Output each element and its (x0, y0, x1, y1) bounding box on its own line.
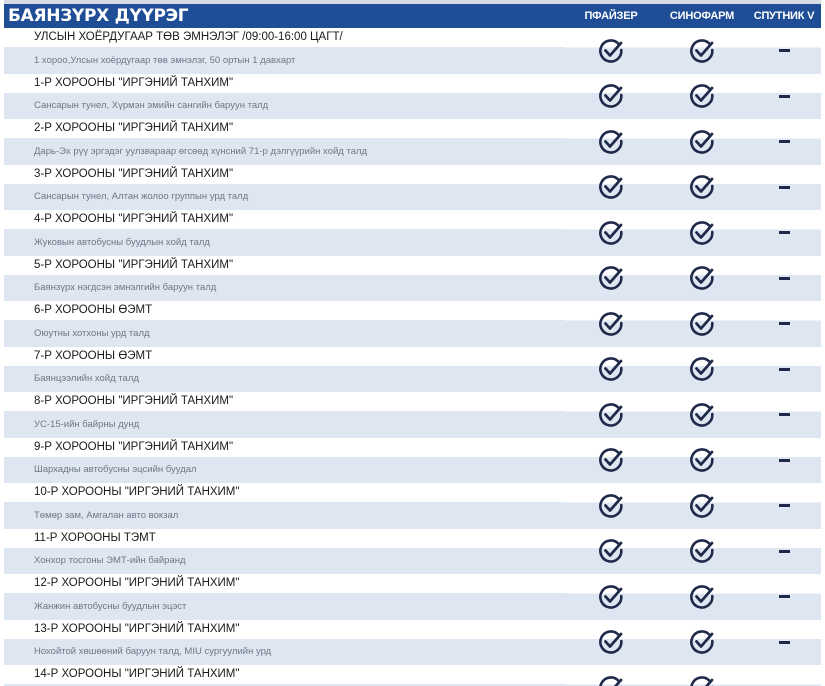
site-title: 3-Р ХОРООНЫ "ИРГЭНИЙ ТАНХИМ" (4, 165, 565, 184)
site-info (4, 392, 565, 438)
site-title: 5-Р ХОРООНЫ "ИРГЭНИЙ ТАНХИМ" (4, 256, 565, 275)
vaccination-sites-table (4, 0, 821, 686)
check-icon (597, 401, 625, 429)
site-info (4, 665, 565, 686)
check-icon (597, 264, 625, 292)
check-icon (597, 537, 625, 565)
table-body (4, 28, 821, 686)
site-address: Дарь-Эх рүү эргэдэг уулзвараар өгсөөд хүнсний 71-р дэлгүүрийн хойд талд (4, 138, 565, 165)
site-address: Сансарын тунел, Алтан жолоо группын урд талд (4, 184, 565, 211)
table-row (4, 438, 821, 484)
sinopharm-cell (657, 165, 747, 211)
pfizer-cell (565, 210, 657, 256)
sinopharm-cell (657, 620, 747, 666)
sputnik-cell (747, 574, 821, 620)
site-info (4, 620, 565, 666)
column-header-sputnik: СПУТНИК V (753, 10, 815, 22)
site-info (4, 483, 565, 529)
pfizer-cell (565, 483, 657, 529)
site-title: 13-Р ХОРООНЫ "ИРГЭНИЙ ТАНХИМ" (4, 620, 565, 639)
sinopharm-cell (657, 301, 747, 347)
table-row (4, 574, 821, 620)
site-address: Нохойтой хөшөөний баруун талд, MIU сургуулийн урд (4, 639, 565, 666)
table-row (4, 210, 821, 256)
sputnik-cell (747, 620, 821, 666)
table-row (4, 665, 821, 686)
check-icon (688, 310, 716, 338)
site-title: 8-Р ХОРООНЫ "ИРГЭНИЙ ТАНХИМ" (4, 392, 565, 411)
check-icon (688, 82, 716, 110)
site-info (4, 347, 565, 393)
pfizer-cell (565, 392, 657, 438)
site-title: 14-Р ХОРООНЫ "ИРГЭНИЙ ТАНХИМ" (4, 665, 565, 684)
table-row (4, 165, 821, 211)
site-address: Хонхор тосгоны ЭМТ-ийн байранд (4, 548, 565, 575)
site-address: Баянзүрх нэгдсэн эмнэлгийн баруун талд (4, 275, 565, 302)
check-icon (597, 173, 625, 201)
pfizer-cell (565, 301, 657, 347)
site-address: Жуковын автобусны буудлын хойд талд (4, 229, 565, 256)
site-address: Сансарын тунел, Хүрмэн эмийн сангийн баруун талд (4, 93, 565, 120)
site-address: Шархадны автобусны эцсийн буудал (4, 457, 565, 484)
check-icon (597, 583, 625, 611)
pfizer-cell (565, 119, 657, 165)
table-row (4, 28, 821, 74)
dash-icon (779, 322, 790, 325)
check-icon (597, 37, 625, 65)
pfizer-cell (565, 529, 657, 575)
site-title: 4-Р ХОРООНЫ "ИРГЭНИЙ ТАНХИМ" (4, 210, 565, 229)
check-icon (688, 492, 716, 520)
pfizer-cell (565, 665, 657, 686)
check-icon (688, 264, 716, 292)
pfizer-cell (565, 165, 657, 211)
table-row (4, 74, 821, 120)
table-header (4, 4, 821, 28)
check-icon (688, 37, 716, 65)
site-title: 11-Р ХОРООНЫ ТЭМТ (4, 529, 565, 548)
site-address: Оюутны хотхоны урд талд (4, 320, 565, 347)
dash-icon (779, 641, 790, 644)
dash-icon (779, 368, 790, 371)
check-icon (688, 219, 716, 247)
sputnik-cell (747, 301, 821, 347)
table-row (4, 620, 821, 666)
check-icon (597, 128, 625, 156)
check-icon (597, 355, 625, 383)
site-title: УЛСЫН ХОЁРДУГААР ТӨВ ЭМНЭЛЭГ /09:00-16:00 ЦАГТ/ (4, 28, 565, 47)
check-icon (688, 674, 716, 686)
pfizer-cell (565, 620, 657, 666)
table-row (4, 347, 821, 393)
sinopharm-cell (657, 574, 747, 620)
table-row (4, 529, 821, 575)
site-title: 9-Р ХОРООНЫ "ИРГЭНИЙ ТАНХИМ" (4, 438, 565, 457)
site-address: Баянцээлийн хойд талд (4, 366, 565, 393)
pfizer-cell (565, 347, 657, 393)
site-address: Жанжин автобусны буудлын эцэст (4, 593, 565, 620)
sinopharm-cell (657, 483, 747, 529)
check-icon (688, 128, 716, 156)
site-address: Төмөр зам, Амгалан авто вокзал (4, 502, 565, 529)
dash-icon (779, 595, 790, 598)
sputnik-cell (747, 28, 821, 74)
dash-icon (779, 413, 790, 416)
site-address: УС-15-ийн байрны дунд (4, 411, 565, 438)
sputnik-cell (747, 119, 821, 165)
sputnik-cell (747, 438, 821, 484)
sputnik-cell (747, 347, 821, 393)
site-info (4, 574, 565, 620)
sinopharm-cell (657, 210, 747, 256)
dash-icon (779, 231, 790, 234)
sputnik-cell (747, 483, 821, 529)
site-title: 10-Р ХОРООНЫ "ИРГЭНИЙ ТАНХИМ" (4, 483, 565, 502)
sinopharm-cell (657, 438, 747, 484)
site-title: 2-Р ХОРООНЫ "ИРГЭНИЙ ТАНХИМ" (4, 119, 565, 138)
check-icon (688, 401, 716, 429)
sputnik-cell (747, 210, 821, 256)
dash-icon (779, 550, 790, 553)
check-icon (597, 310, 625, 338)
site-info (4, 438, 565, 484)
sputnik-cell (747, 74, 821, 120)
site-info (4, 165, 565, 211)
check-icon (597, 674, 625, 686)
sinopharm-cell (657, 392, 747, 438)
column-header-sinopharm: СИНОФАРМ (669, 10, 735, 22)
district-title: БАЯНЗҮРХ ДҮҮРЭГ (8, 6, 189, 26)
check-icon (597, 446, 625, 474)
site-info (4, 529, 565, 575)
check-icon (688, 355, 716, 383)
dash-icon (779, 277, 790, 280)
dash-icon (779, 504, 790, 507)
check-icon (688, 446, 716, 474)
dash-icon (779, 95, 790, 98)
site-info (4, 119, 565, 165)
table-row (4, 392, 821, 438)
check-icon (688, 583, 716, 611)
check-icon (597, 628, 625, 656)
sinopharm-cell (657, 256, 747, 302)
sinopharm-cell (657, 119, 747, 165)
site-title: 1-Р ХОРООНЫ "ИРГЭНИЙ ТАНХИМ" (4, 74, 565, 93)
pfizer-cell (565, 574, 657, 620)
table-row (4, 483, 821, 529)
site-info (4, 256, 565, 302)
pfizer-cell (565, 28, 657, 74)
dash-icon (779, 140, 790, 143)
site-info (4, 210, 565, 256)
sputnik-cell (747, 392, 821, 438)
dash-icon (779, 459, 790, 462)
site-info (4, 28, 565, 74)
sinopharm-cell (657, 529, 747, 575)
check-icon (597, 82, 625, 110)
sputnik-cell (747, 665, 821, 686)
check-icon (688, 628, 716, 656)
sinopharm-cell (657, 28, 747, 74)
column-header-pfizer: ПФАЙЗЕР (584, 10, 638, 22)
sputnik-cell (747, 529, 821, 575)
sputnik-cell (747, 165, 821, 211)
site-info (4, 74, 565, 120)
sputnik-cell (747, 256, 821, 302)
pfizer-cell (565, 256, 657, 302)
pfizer-cell (565, 74, 657, 120)
pfizer-cell (565, 438, 657, 484)
sinopharm-cell (657, 347, 747, 393)
site-address: 1 хороо,Улсын хоёрдугаар төв эмнэлэг, 50 ортын 1 давхарт (4, 47, 565, 74)
site-info (4, 301, 565, 347)
sinopharm-cell (657, 74, 747, 120)
table-row (4, 119, 821, 165)
site-title: 12-Р ХОРООНЫ "ИРГЭНИЙ ТАНХИМ" (4, 574, 565, 593)
site-title: 6-Р ХОРООНЫ ӨЭМТ (4, 301, 565, 320)
check-icon (597, 492, 625, 520)
check-icon (688, 173, 716, 201)
check-icon (688, 537, 716, 565)
dash-icon (779, 186, 790, 189)
check-icon (597, 219, 625, 247)
site-title: 7-Р ХОРООНЫ ӨЭМТ (4, 347, 565, 366)
table-row (4, 256, 821, 302)
table-row (4, 301, 821, 347)
sinopharm-cell (657, 665, 747, 686)
dash-icon (779, 49, 790, 52)
